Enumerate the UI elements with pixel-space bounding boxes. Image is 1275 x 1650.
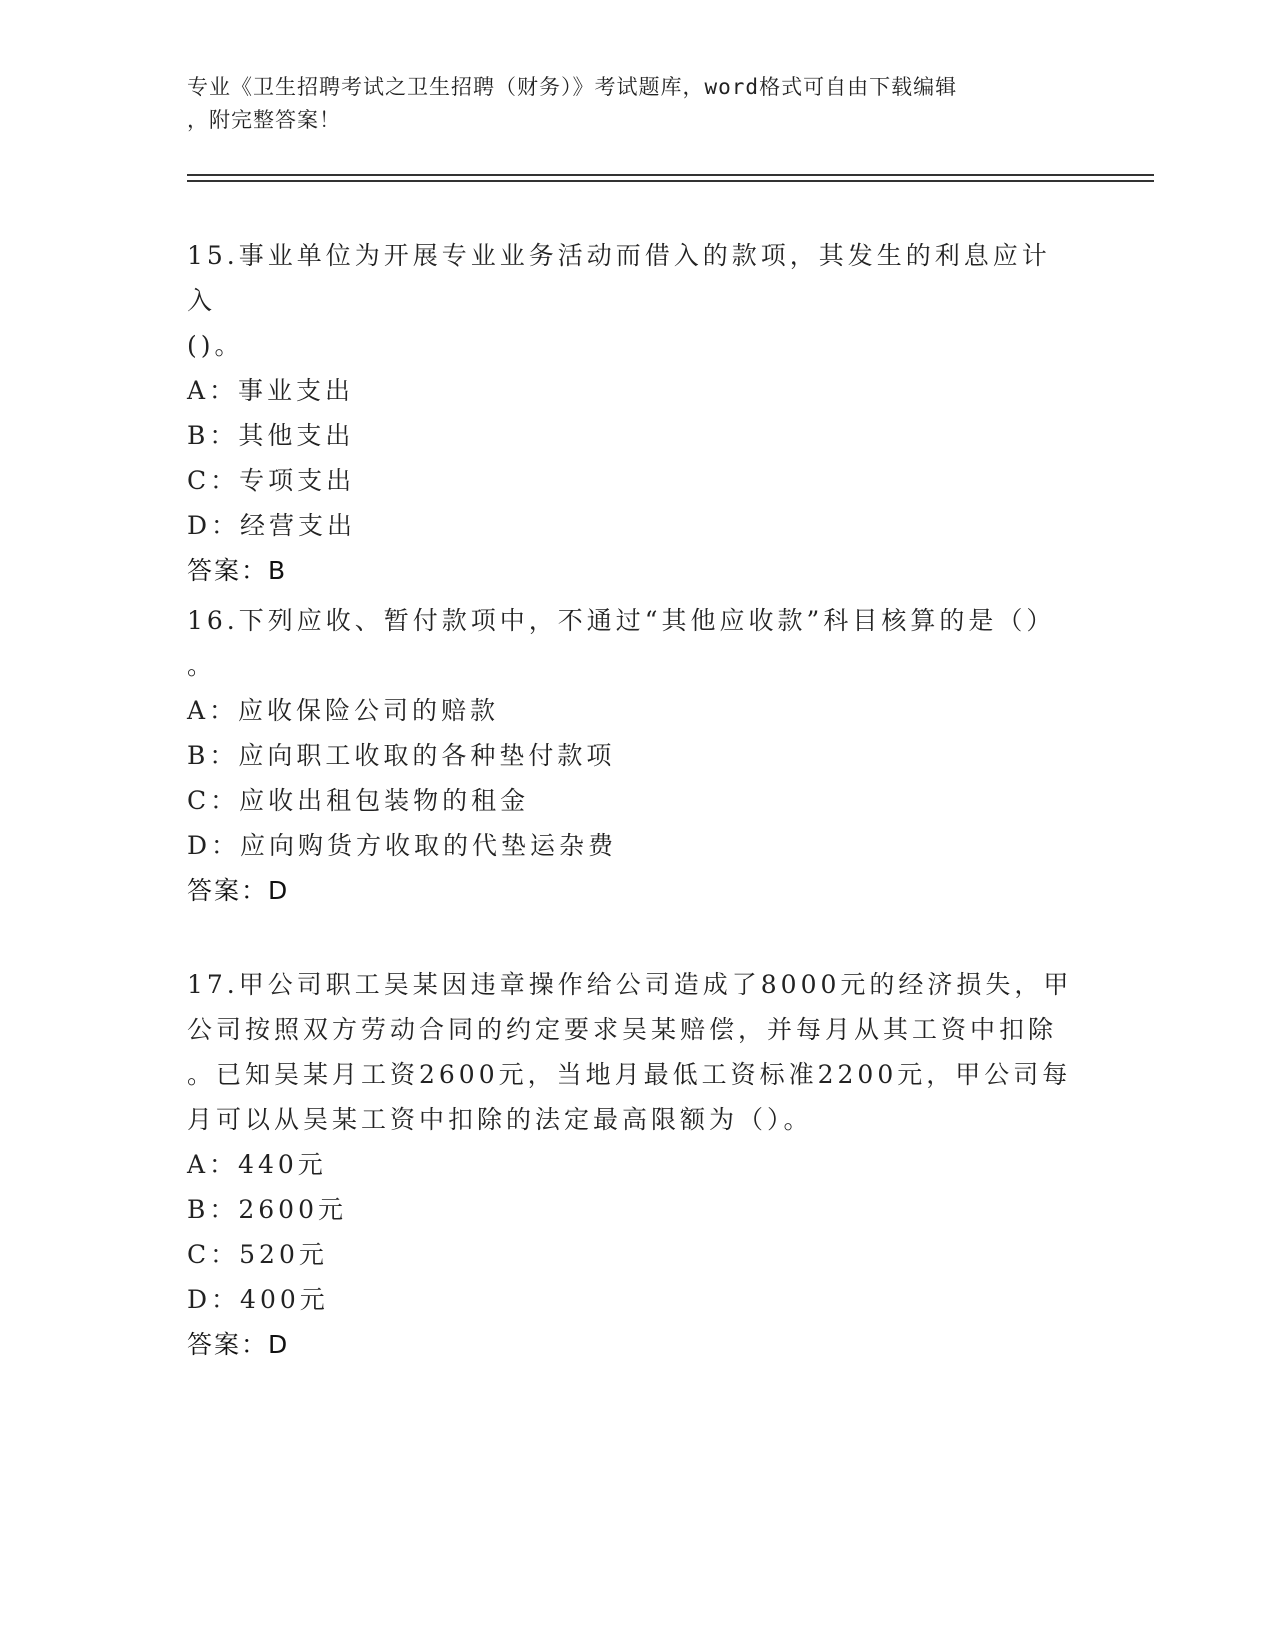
question-stem-line: 。 [187,651,217,680]
question-16 [187,598,1077,913]
question-15 [187,233,1077,593]
answer-label: 答案：D [187,876,290,905]
option-a: A：应收保险公司的赔款 [187,696,500,725]
header-line-1: 专业《卫生招聘考试之卫生招聘（财务）》考试题库，word格式可自由下载编辑 [187,75,958,99]
header-divider-bottom [187,180,1154,182]
question-stem-line: 月可以从吴某工资中扣除的法定最高限额为（）。 [187,1105,813,1134]
option-b: B：2600元 [187,1195,347,1224]
option-c: C：应收出租包装物的租金 [187,786,530,815]
answer-label: 答案：B [187,556,288,585]
question-stem-line: 15.事业单位为开展专业业务活动而借入的款项，其发生的利息应计入 [187,241,1051,315]
question-stem-line: 16.下列应收、暂付款项中，不通过“其他应收款”科目核算的是（） [187,606,1056,635]
option-c: C：专项支出 [187,466,356,495]
option-c: C：520元 [187,1240,328,1269]
question-stem-line: 17.甲公司职工吴某因违章操作给公司造成了8000元的经济损失，甲 [187,970,1073,999]
header-line-2: ，附完整答案！ [187,108,341,132]
option-a: A：事业支出 [187,376,355,405]
option-d: D：经营支出 [187,511,357,540]
option-d: D：400元 [187,1285,329,1314]
answer-label: 答案：D [187,1330,290,1359]
question-stem-line: ()。 [187,331,244,360]
question-stem-line: 。已知吴某月工资2600元，当地月最低工资标准2200元，甲公司每 [187,1060,1072,1089]
option-d: D：应向购货方收取的代垫运杂费 [187,831,618,860]
question-17 [187,962,1077,1367]
option-b: B：应向职工收取的各种垫付款项 [187,741,616,770]
option-b: B：其他支出 [187,421,355,450]
header-divider-top [187,174,1154,176]
document-header [187,71,1067,137]
question-stem-line: 公司按照双方劳动合同的约定要求吴某赔偿，并每月从其工资中扣除 [187,1015,1058,1044]
option-a: A：440元 [187,1150,327,1179]
